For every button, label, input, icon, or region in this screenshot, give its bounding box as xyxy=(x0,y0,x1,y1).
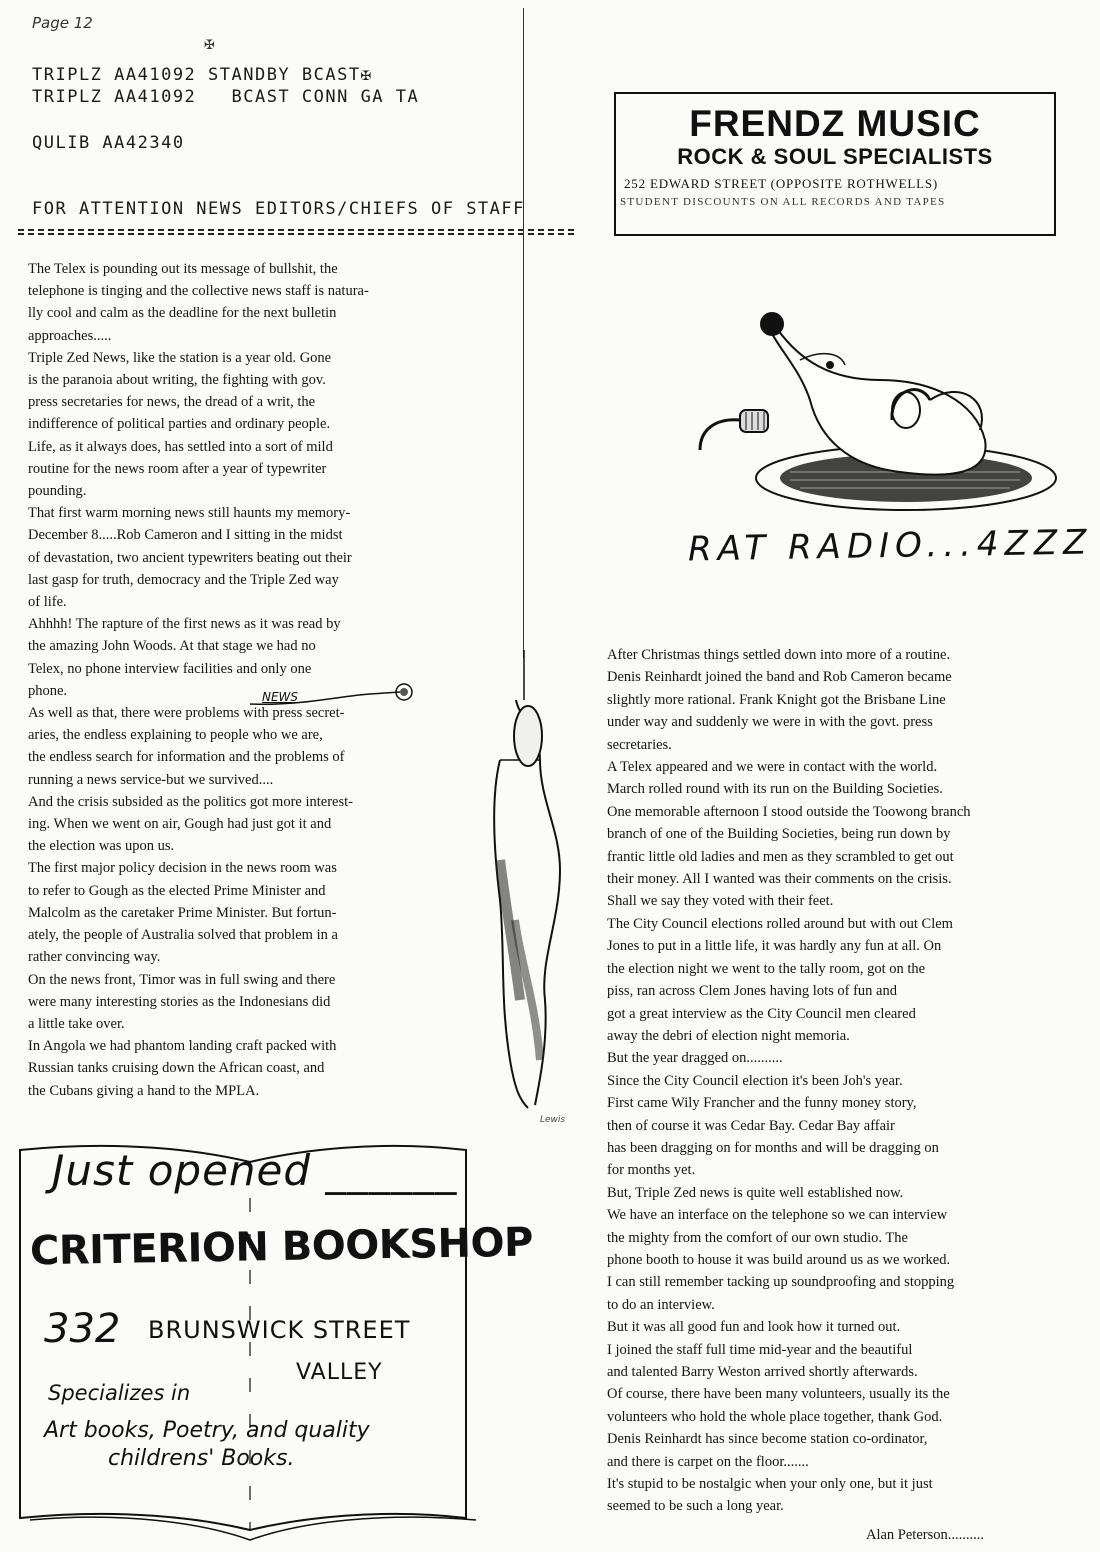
article-line: aries, the endless explaining to people who we are, xyxy=(28,727,323,744)
article-line: of devastation, two ancient typewriters beating out their xyxy=(28,549,352,566)
article-line: telephone is tinging and the collective news staff is natura- xyxy=(28,283,369,300)
article-line: I joined the staff full time mid-year and the beautiful xyxy=(607,1341,913,1358)
article-line: seemed to be such a long year. xyxy=(607,1498,784,1515)
ad-title: FRENDZ MUSIC xyxy=(689,103,981,144)
bookshop-suburb: VALLEY xyxy=(296,1360,383,1385)
article-line: It's stupid to be nostalgic when your only one, but it just xyxy=(607,1476,933,1493)
article-line: Shall we say they voted with their feet. xyxy=(607,893,834,910)
article-line: The Telex is pounding out its message of bullshit, the xyxy=(28,261,338,277)
article-line: were many interesting stories as the Indonesians did xyxy=(28,993,331,1010)
bookshop-childrens: childrens' Books. xyxy=(108,1446,295,1471)
article-line: routine for the news room after a year of typewriter xyxy=(28,460,327,477)
dashed-rule-2 xyxy=(18,233,574,235)
article-line: to do an interview. xyxy=(607,1296,715,1313)
article-line: Telex, no phone interview facilities and only one xyxy=(28,660,312,677)
article-line: phone booth to house it was build around us as we worked. xyxy=(607,1251,951,1268)
attention-line: FOR ATTENTION NEWS EDITORS/CHIEFS OF STAFF xyxy=(32,199,525,219)
article-line: secretaries. xyxy=(607,736,672,753)
telex-line-3: QULIB AA42340 xyxy=(32,133,185,153)
article-line: We have an interface on the telephone so we can interview xyxy=(607,1207,948,1224)
article-right-column xyxy=(607,644,1082,1518)
article-line: under way and suddenly we were in with the govt. press xyxy=(607,714,933,731)
cross-mark: ✠ xyxy=(204,38,215,53)
article-line: In Angola we had phantom landing craft packed with xyxy=(28,1038,337,1055)
article-line: Triple Zed News, like the station is a year old. Gone xyxy=(28,349,332,366)
article-line: running a news service-but we survived.... xyxy=(28,771,274,788)
article-line: for months yet. xyxy=(607,1162,696,1179)
ad-subtitle: ROCK & SOUL SPECIALISTS xyxy=(677,144,993,169)
article-line: and talented Barry Weston arrived shortly afterwards. xyxy=(607,1364,918,1380)
article-line: is the paranoia about writing, the fighting with gov. xyxy=(28,372,326,389)
ad-discount: STUDENT DISCOUNTS ON ALL RECORDS AND TAPES xyxy=(620,196,946,208)
article-line: the Cubans giving a hand to the MPLA. xyxy=(28,1082,260,1099)
bookshop-specializes: Specializes in xyxy=(48,1381,191,1405)
article-line: the amazing John Woods. At that stage we had no xyxy=(28,638,316,655)
dashed-rule xyxy=(18,229,574,231)
article-line: But the year dragged on.......... xyxy=(607,1050,783,1067)
article-line: As well as that, there were problems with press secret- xyxy=(28,705,345,722)
article-line: of life. xyxy=(28,594,67,611)
article-line: to refer to Gough as the elected Prime Minister and xyxy=(28,882,326,899)
article-line: Jones to put in a little life, it was hardly any fun at all. On xyxy=(607,938,942,955)
article-line: Denis Reinhardt joined the band and Rob Cameron became xyxy=(607,669,952,686)
article-line: press secretaries for news, the dread of a writ, the xyxy=(28,394,316,411)
bookshop-name: CRITERION BOOKSHOP xyxy=(29,1219,534,1275)
telex-line-2: TRIPLZ AA41092 BCAST CONN GA TA xyxy=(32,87,420,107)
artist-mark: Lewis xyxy=(540,1115,566,1125)
article-line: First came Wily Francher and the funny money story, xyxy=(607,1095,917,1112)
rat-radio-caption: RAT RADIO...4ZZZ xyxy=(687,522,1093,570)
article-line: piss, ran across Clem Jones having lots of fun and xyxy=(607,983,897,1000)
article-line: Life, as it always does, has settled into a sort of mild xyxy=(28,438,333,455)
article-line: the election was upon us. xyxy=(28,838,175,855)
article-line: The City Council elections rolled around but with out Clem xyxy=(607,915,953,932)
bookshop-street: BRUNSWICK STREET xyxy=(148,1316,411,1344)
article-line: A Telex appeared and we were in contact with the world. xyxy=(607,759,938,776)
ad-address: 252 EDWARD STREET (OPPOSITE ROTHWELLS) xyxy=(624,176,938,191)
article-line: rather convincing way. xyxy=(28,949,161,966)
column-divider xyxy=(523,8,524,658)
article-line: ately, the people of Australia solved that problem in a xyxy=(28,927,338,944)
bookshop-line-just-opened: Just opened ______ xyxy=(52,1146,458,1195)
article-line: But, Triple Zed news is quite well established now. xyxy=(607,1184,904,1201)
article-line: last gasp for truth, democracy and the Triple Zed way xyxy=(28,571,339,588)
article-line: their money. All I wanted was their comments on the crisis. xyxy=(607,871,952,888)
article-line: After Christmas things settled down into more of a routine. xyxy=(607,647,951,663)
article-line: Russian tanks cruising down the African coast, and xyxy=(28,1060,325,1077)
article-line: the mighty from the comfort of our own studio. The xyxy=(607,1229,908,1246)
article-line: a little take over. xyxy=(28,1015,125,1032)
article-line: Denis Reinhardt has since become station co-ordinator, xyxy=(607,1431,928,1448)
article-line: Since the City Council election it's been Joh's year. xyxy=(607,1072,903,1089)
article-line: On the news front, Timor was in full swing and there xyxy=(28,971,336,988)
article-line: And the crisis subsided as the politics got more interest- xyxy=(28,793,353,810)
article-line: approaches..... xyxy=(28,327,112,344)
article-line: branch of one of the Building Societies, being run down by xyxy=(607,826,951,843)
article-line: has been dragging on for months and will be dragging on xyxy=(607,1139,939,1156)
article-line: then of course it was Cedar Bay. Cedar Bay affair xyxy=(607,1117,895,1134)
telex-line-1: TRIPLZ AA41092 STANDBY BCAST✠ xyxy=(32,65,373,85)
article-line: One memorable afternoon I stood outside the Toowong branch xyxy=(607,803,971,820)
news-label: NEWS xyxy=(262,690,299,704)
article-line: pounding. xyxy=(28,483,87,500)
article-line: I can still remember tacking up soundproofing and stopping xyxy=(607,1274,955,1291)
article-line: Of course, there have been many volunteers, usually its the xyxy=(607,1386,950,1403)
article-line: That first warm morning news still haunts my memory- xyxy=(28,505,351,522)
article-line: Malcolm as the caretaker Prime Minister. But fortun- xyxy=(28,904,337,921)
article-line: lly cool and calm as the deadline for the next bulletin xyxy=(28,305,337,322)
article-line: away the debri of election night memoria. xyxy=(607,1027,850,1044)
article-line: Ahhhh! The rapture of the first news as it was read by xyxy=(28,616,341,633)
article-line: frantic little old ladies and men as they scrambled to get out xyxy=(607,848,954,865)
frendz-music-ad xyxy=(614,92,1056,236)
article-left-column xyxy=(28,258,508,1102)
author-signature: Alan Peterson.......... xyxy=(866,1527,984,1543)
bookshop-street-number: 332 xyxy=(44,1306,121,1352)
article-line: the endless search for information and the problems of xyxy=(28,749,345,766)
article-line: got a great interview as the City Council men cleared xyxy=(607,1005,916,1022)
article-line: But it was all good fun and look how it turned out. xyxy=(607,1319,901,1336)
article-line: and there is carpet on the floor....... xyxy=(607,1453,809,1470)
article-line: volunteers who hold the whole place together, thank God. xyxy=(607,1408,943,1425)
page-number: Page 12 xyxy=(32,14,93,32)
article-line: March rolled round with its run on the Building Societies. xyxy=(607,781,943,798)
article-line: the election night we went to the tally room, got on the xyxy=(607,960,926,977)
bookshop-specialties: Art books, Poetry, and quality xyxy=(44,1418,370,1443)
article-line: indifference of political parties and ordinary people. xyxy=(28,416,331,433)
article-line: The first major policy decision in the news room was xyxy=(28,860,337,877)
article-line: slightly more rational. Frank Knight got the Brisbane Line xyxy=(607,691,946,708)
article-line: ing. When we went on air, Gough had just got it and xyxy=(28,816,332,833)
article-line: phone. xyxy=(28,682,68,699)
article-line: December 8.....Rob Cameron and I sitting in the midst xyxy=(28,527,343,544)
